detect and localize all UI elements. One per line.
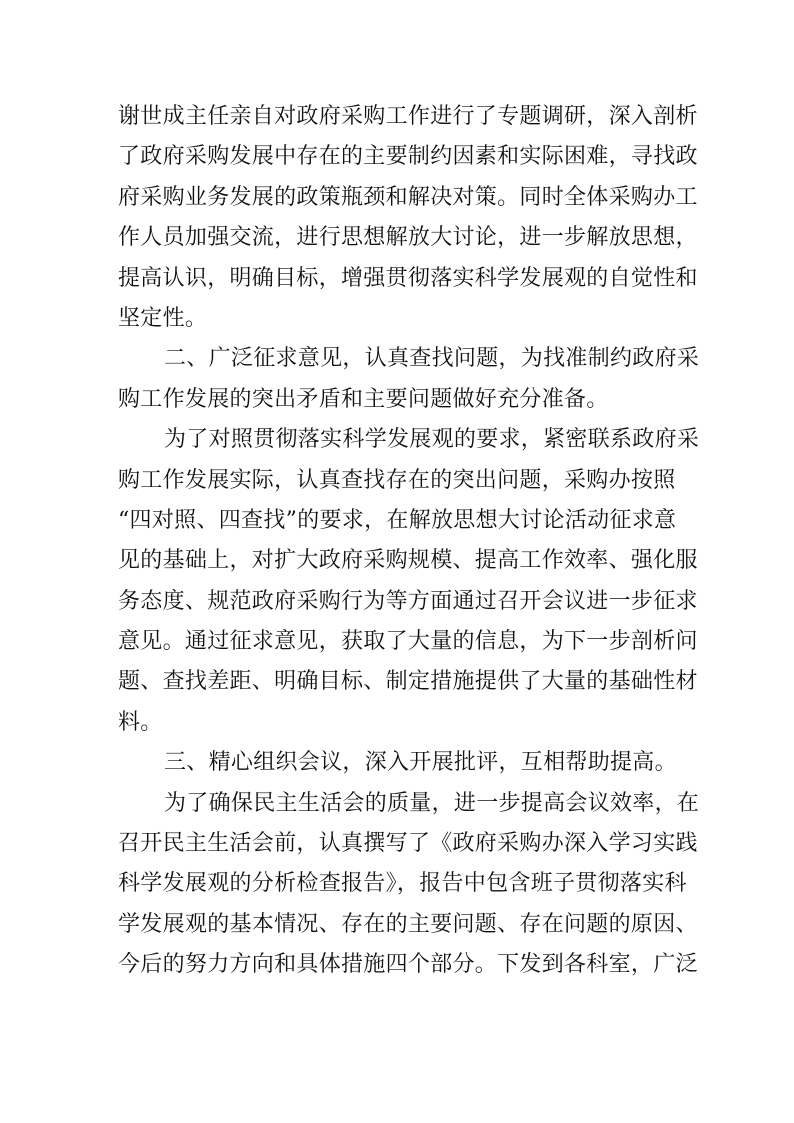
text-line: 谢世成主任亲自对政府采购工作进行了专题调研，深入剖析: [118, 104, 698, 129]
text-line: 题、查找差距、明确目标、制定措施提供了大量的基础性材: [118, 669, 698, 695]
text-line: 学发展观的基本情况、存在的主要问题、存在问题的原因、: [118, 911, 698, 937]
text-line: 提高认识，明确目标，增强贯彻落实科学发展观的自觉性和: [118, 265, 698, 291]
text-line: 今后的努力方向和具体措施四个部分。下发到各科室，广泛: [118, 952, 698, 978]
document-body: [118, 97, 700, 986]
text-line: 购工作发展实际，认真查找存在的突出问题，采购办按照: [118, 467, 676, 493]
text-line: 科学发展观的分析检查报告》，报告中包含班子贯彻落实科: [118, 871, 687, 897]
text-line: 召开民主生活会前，认真撰写了《政府采购办深入学习实践: [118, 831, 698, 857]
text-line: 购工作发展的突出矛盾和主要问题做好充分准备。: [118, 386, 609, 412]
text-line: 为了确保民主生活会的质量，进一步提高会议效率，在: [164, 790, 700, 816]
text-line: 二、广泛征求意见，认真查找问题，为找准制约政府采: [164, 346, 700, 372]
text-line: 料。: [118, 709, 163, 735]
text-line: 作人员加强交流，进行思想解放大讨论，进一步解放思想，: [118, 225, 698, 251]
text-line: 见的基础上，对扩大政府采购规模、提高工作效率、强化服: [118, 548, 698, 574]
document-page: [118, 97, 700, 986]
text-line: 坚定性。: [118, 305, 208, 331]
text-line: “四对照、四查找”的要求，在解放思想大讨论活动征求意: [118, 507, 677, 533]
text-line: 了政府采购发展中存在的主要制约因素和实际困难，寻找政: [118, 144, 698, 170]
text-line: 三、精心组织会议，深入开展批评，互相帮助提高。: [164, 750, 677, 776]
text-line: 为了对照贯彻落实科学发展观的要求，紧密联系政府采: [164, 427, 700, 453]
text-line: 务态度、规范政府采购行为等方面通过召开会议进一步征求: [118, 588, 698, 614]
text-line: 意见。通过征求意见，获取了大量的信息，为下一步剖析问: [118, 629, 698, 655]
text-line: 府采购业务发展的政策瓶颈和解决对策。同时全体采购办工: [118, 184, 698, 210]
